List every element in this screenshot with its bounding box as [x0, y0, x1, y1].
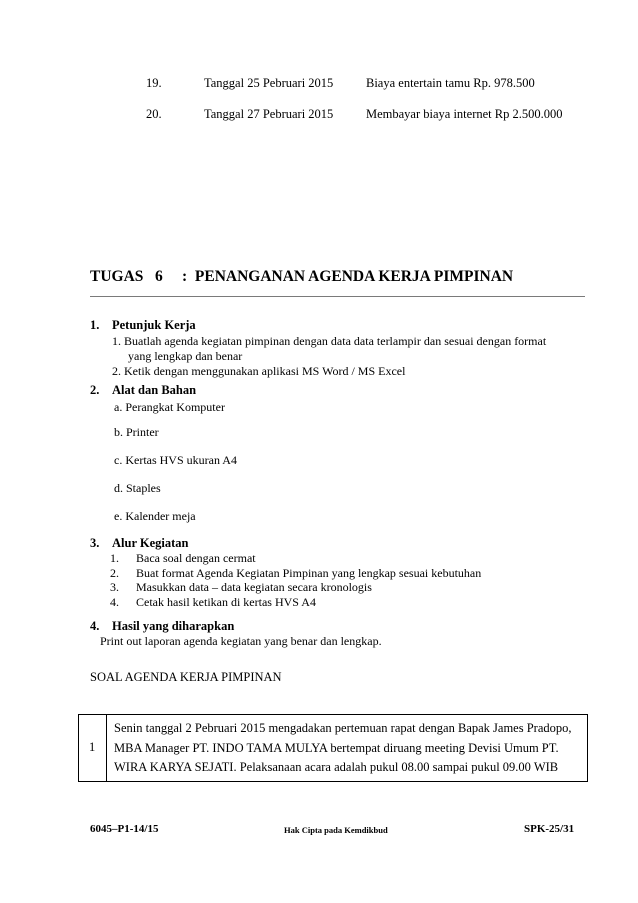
- task-subject: : PENANGANAN AGENDA KERJA PIMPINAN: [182, 268, 514, 285]
- alat-item: a. Perangkat Komputer: [114, 400, 225, 414]
- alur-item-text: Baca soal dengan cermat: [136, 551, 256, 565]
- list-item-description: Biaya entertain tamu Rp. 978.500: [366, 76, 535, 90]
- table-row-number: 1: [89, 740, 96, 754]
- task-title: [90, 268, 514, 286]
- section-number: 4.: [90, 619, 100, 633]
- alat-item: c. Kertas HVS ukuran A4: [114, 453, 237, 467]
- alur-item-number: 4.: [110, 595, 119, 609]
- section-hasil-heading: [90, 619, 310, 635]
- section-petunjuk-heading: [90, 318, 290, 334]
- footer-copyright: Hak Cipta pada Kemdikbud: [284, 825, 388, 835]
- list-item-date: Tanggal 25 Pebruari 2015: [204, 76, 334, 90]
- petunjuk-item-1: 1. Buatlah agenda kegiatan pimpinan dengan data data terlampir dan sesuai dengan format: [112, 334, 547, 348]
- list-item-date: Tanggal 27 Pebruari 2015: [204, 107, 334, 121]
- alat-item: b. Printer: [114, 425, 159, 439]
- soal-heading: SOAL AGENDA KERJA PIMPINAN: [90, 670, 282, 684]
- section-alat-heading: [90, 383, 290, 399]
- table-column-divider: [106, 715, 107, 781]
- alur-item-text: Cetak hasil ketikan di kertas HVS A4: [136, 595, 316, 609]
- list-item-number: 20.: [146, 107, 162, 121]
- list-item-description: Membayar biaya internet Rp 2.500.000: [366, 107, 563, 121]
- soal-table: [78, 714, 588, 782]
- section-alur-heading: [90, 536, 290, 552]
- section-number: 2.: [90, 383, 100, 397]
- table-cell-line: Senin tanggal 2 Pebruari 2015 mengadakan pertemuan rapat dengan Bapak James Pradopo,: [114, 721, 572, 735]
- footer-code: 6045–P1-14/15: [90, 823, 159, 835]
- petunjuk-item-2: 2. Ketik dengan menggunakan aplikasi MS Word / MS Excel: [112, 364, 406, 378]
- alat-item: d. Staples: [114, 481, 161, 495]
- table-cell-line: WIRA KARYA SEJATI. Pelaksanaan acara adalah pukul 08.00 sampai pukul 09.00 WIB: [114, 760, 559, 774]
- section-title: Petunjuk Kerja: [112, 318, 196, 332]
- section-number: 1.: [90, 318, 100, 332]
- title-divider: [90, 296, 585, 297]
- section-number: 3.: [90, 536, 100, 550]
- hasil-text: Print out laporan agenda kegiatan yang benar dan lengkap.: [100, 634, 382, 648]
- alur-item-number: 2.: [110, 566, 119, 580]
- petunjuk-item-1-cont: yang lengkap dan benar: [128, 349, 243, 363]
- alat-item: e. Kalender meja: [114, 509, 196, 523]
- list-item-number: 19.: [146, 76, 162, 90]
- footer-page: SPK-25/31: [524, 823, 575, 835]
- table-cell-line: MBA Manager PT. INDO TAMA MULYA bertempat diruang meeting Devisi Umum PT.: [114, 741, 559, 755]
- section-title: Hasil yang diharapkan: [112, 619, 235, 633]
- alur-item-number: 3.: [110, 580, 119, 594]
- task-label: TUGAS 6: [90, 268, 163, 285]
- alur-item-number: 1.: [110, 551, 119, 565]
- section-title: Alur Kegiatan: [112, 536, 189, 550]
- alur-item-text: Masukkan data – data kegiatan secara kronologis: [136, 580, 372, 594]
- alur-item-text: Buat format Agenda Kegiatan Pimpinan yang lengkap sesuai kebutuhan: [136, 566, 482, 580]
- section-title: Alat dan Bahan: [112, 383, 197, 397]
